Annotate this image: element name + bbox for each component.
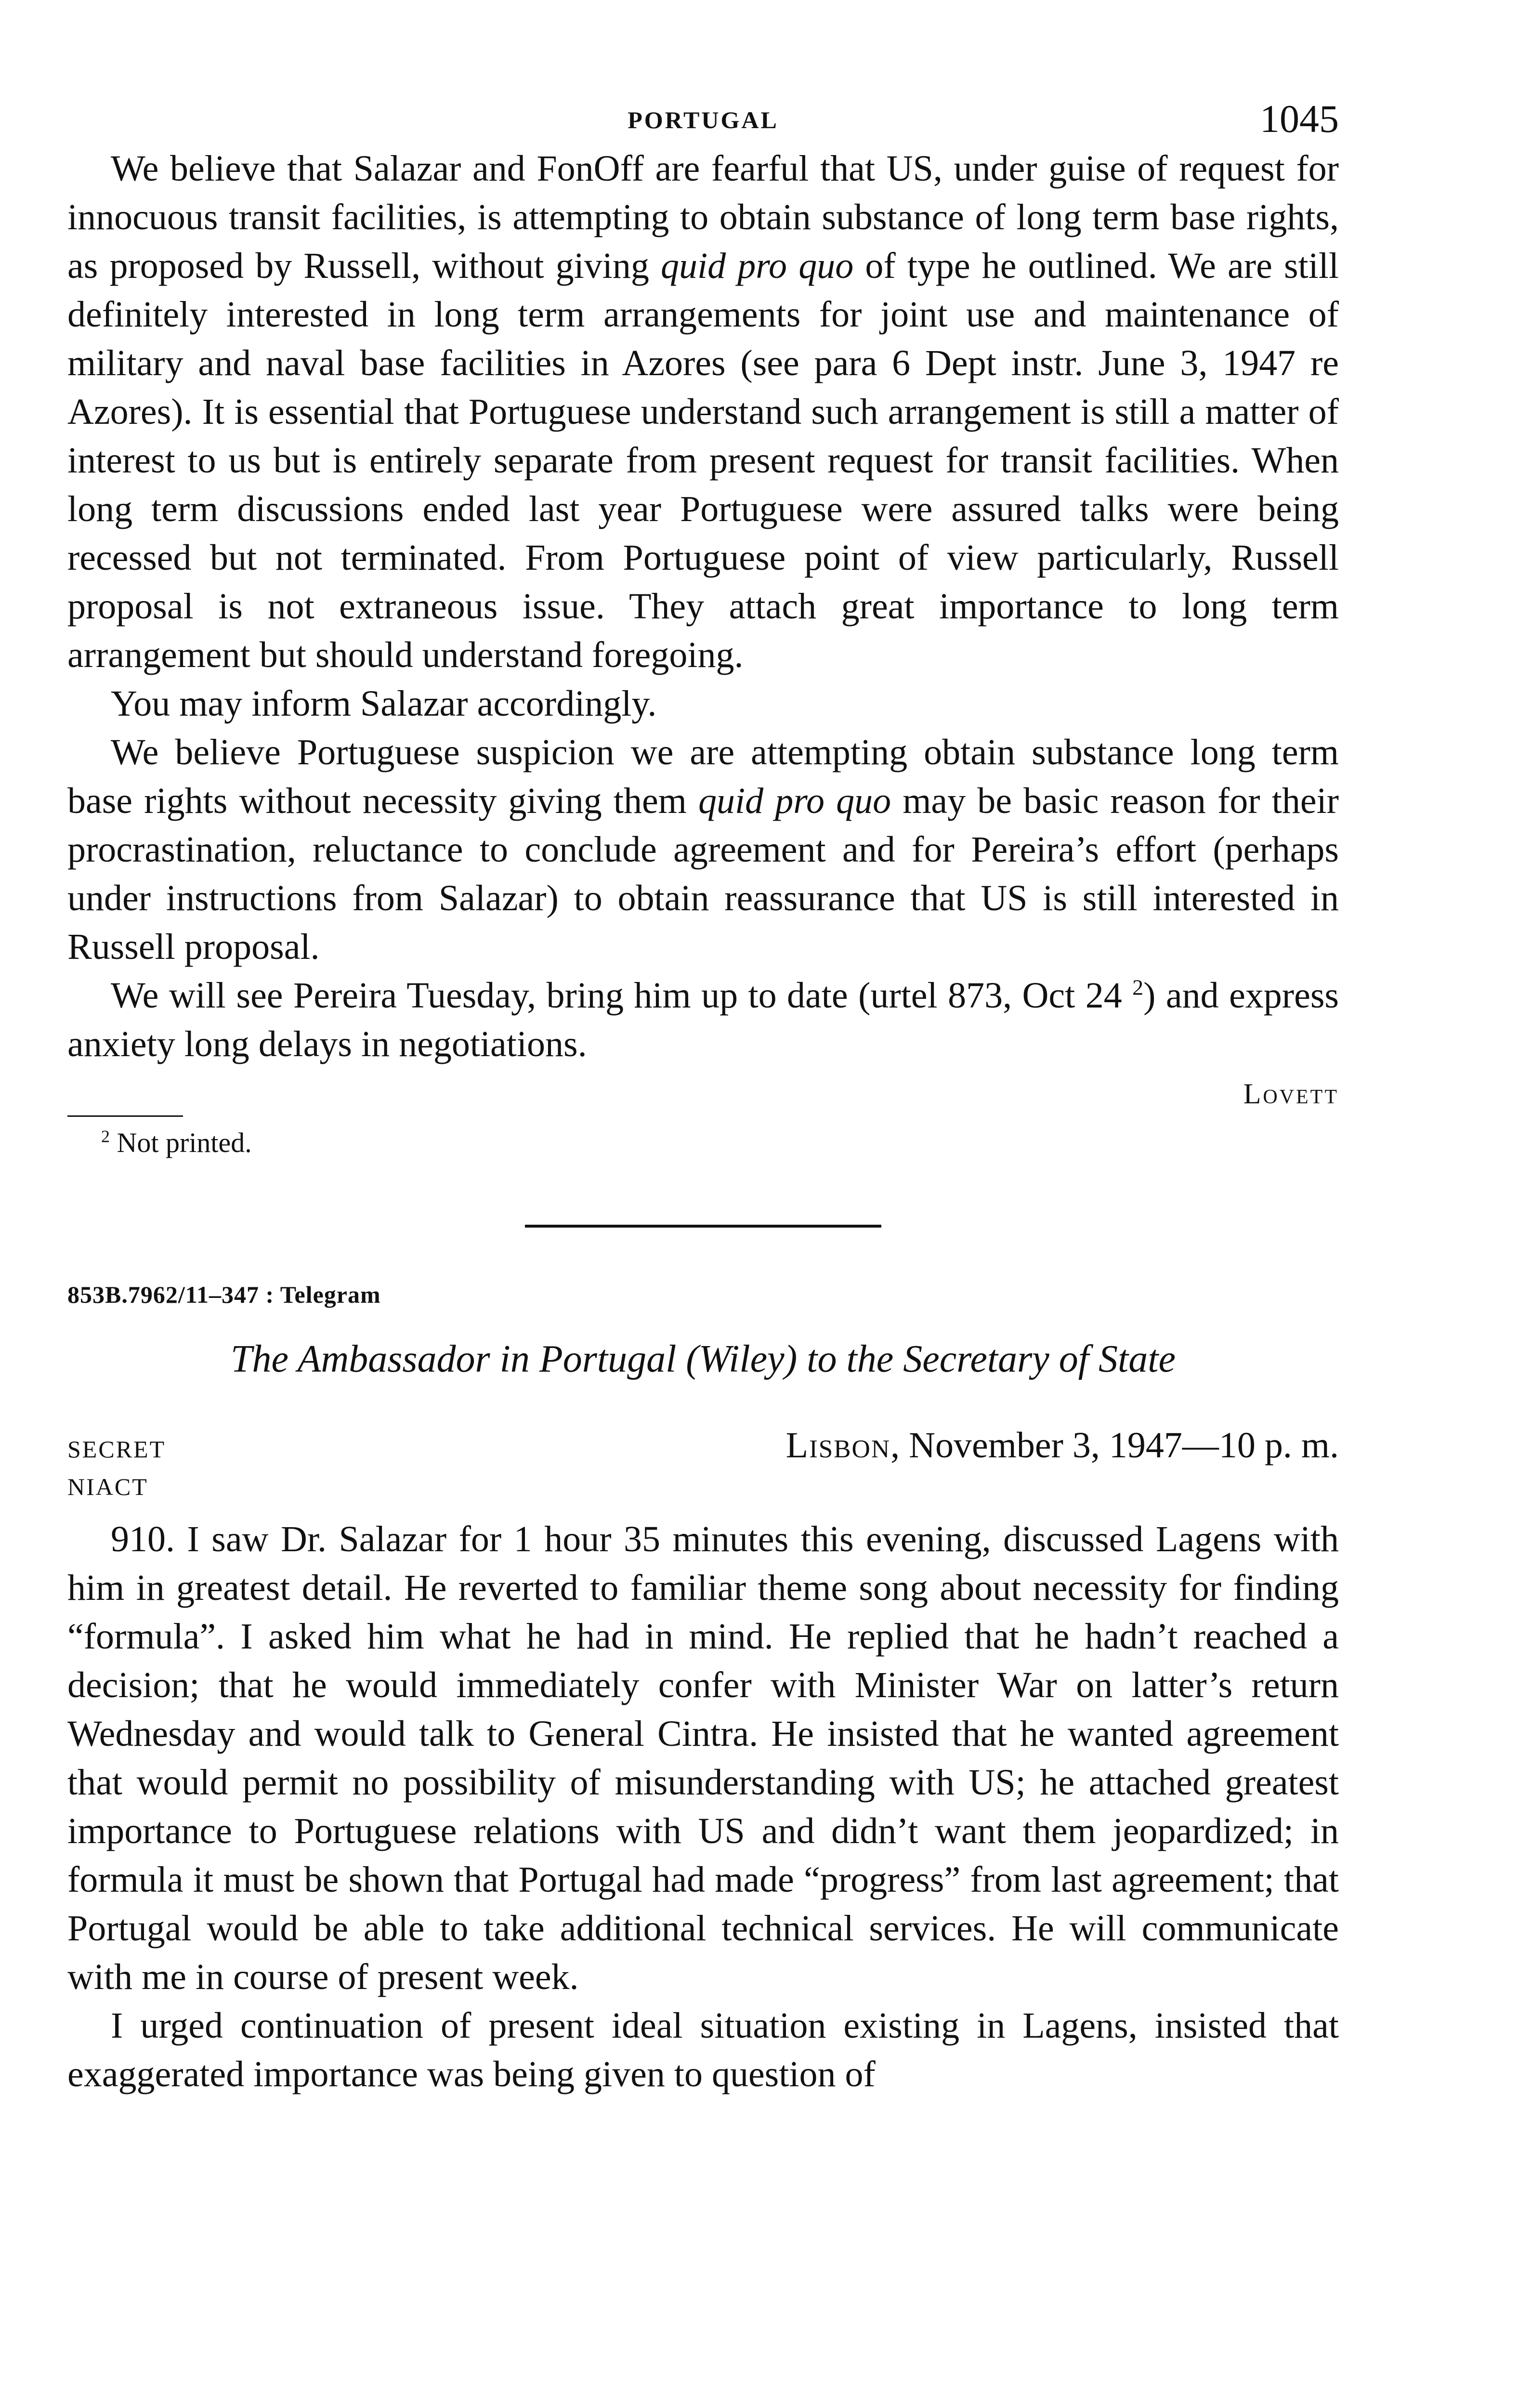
classification-label: SECRET bbox=[67, 1436, 166, 1463]
body-paragraph: We believe that Salazar and FonOff are fearful that US, under guise of request for innocuous transit facilities, is attempting to obtain substance of long term base rights, as proposed by Russell, without giving quid pro quo of type he outlined. We are still definitely interested in long term arrangements for joint use and maintenance of military and naval base facilities in Azores (see para 6 Dept instr. June 3, 1947 re Azores). It is essential that Portuguese understand such arrangement is still a matter of interest to us but is entirely separate from present request for transit facilities. When long term discussions ended last year Portuguese were assured talks were being recessed but not terminated. From Portuguese point of view particularly, Russell proposal is not extraneous issue. They attach great importance to long term arrangement but should understand foregoing. bbox=[67, 148, 1339, 675]
handling-label: NIACT bbox=[67, 1473, 148, 1500]
body-paragraph: You may inform Salazar accordingly. bbox=[111, 683, 657, 724]
body-paragraph: I urged continuation of present ideal situation existing in Lagens, insisted that exaggerated importance was being given to question of bbox=[67, 2005, 1339, 2094]
footnote-divider bbox=[67, 1115, 183, 1117]
footnote-text: Not printed. bbox=[117, 1127, 252, 1158]
page-number: 1045 bbox=[1260, 97, 1339, 141]
dateline-place: Lisbon bbox=[785, 1425, 891, 1466]
dateline-date: , November 3, 1947—10 p. m. bbox=[890, 1425, 1339, 1466]
footnote-reference: 2 bbox=[1132, 975, 1144, 1000]
document-title: The Ambassador in Portugal (Wiley) to the Secretary of State bbox=[231, 1338, 1176, 1380]
file-reference: 853B.7962/11–347 : Telegram bbox=[67, 1281, 381, 1308]
dateline bbox=[786, 1425, 1339, 1466]
running-title: PORTUGAL bbox=[628, 106, 779, 133]
telegram-meta bbox=[67, 1425, 1339, 1473]
body-paragraph: We believe Portuguese suspicion we are attempting obtain substance long term base rights without necessity giving them quid pro quo may be basic reason for their procrastination, reluctance to conclude agreement and for Pereira’s effort (perhaps under instructions from Salazar) to obtain reassurance that US is still interested in Russell proposal. bbox=[67, 732, 1339, 967]
body-paragraph: 910. I saw Dr. Salazar for 1 hour 35 minutes this evening, discussed Lagens with him in greatest detail. He reverted to familiar theme song about necessity for finding “formula”. I asked him what he had in mind. He replied that he hadn’t reached a decision; that he would immediately confer with Minister War on latter’s return Wednesday and would talk to General Cintra. He insisted that he wanted agreement that would permit no possibility of misunderstanding with US; he attached greatest importance to Portuguese relations with US and didn’t want them jeopardized; in formula it must be shown that Portugal had made “progress” from last agreement; that Portugal would be able to take additional technical services. He will communicate with me in course of present week. bbox=[67, 1519, 1339, 1997]
body-paragraph: We will see Pereira Tuesday, bring him up to date (urtel 873, Oct 24 $^2$) and express anxiety long delays in negotiations. bbox=[67, 975, 1339, 1064]
telegram-body bbox=[67, 1515, 1339, 2099]
telegram-body-continued bbox=[67, 144, 1339, 1069]
document-page bbox=[67, 92, 1339, 2099]
footnote-marker: 2 bbox=[101, 1126, 110, 1146]
running-header bbox=[67, 92, 1339, 144]
footnote bbox=[67, 1124, 1339, 1162]
signature: Lovett bbox=[1243, 1078, 1339, 1110]
section-divider bbox=[525, 1225, 881, 1228]
